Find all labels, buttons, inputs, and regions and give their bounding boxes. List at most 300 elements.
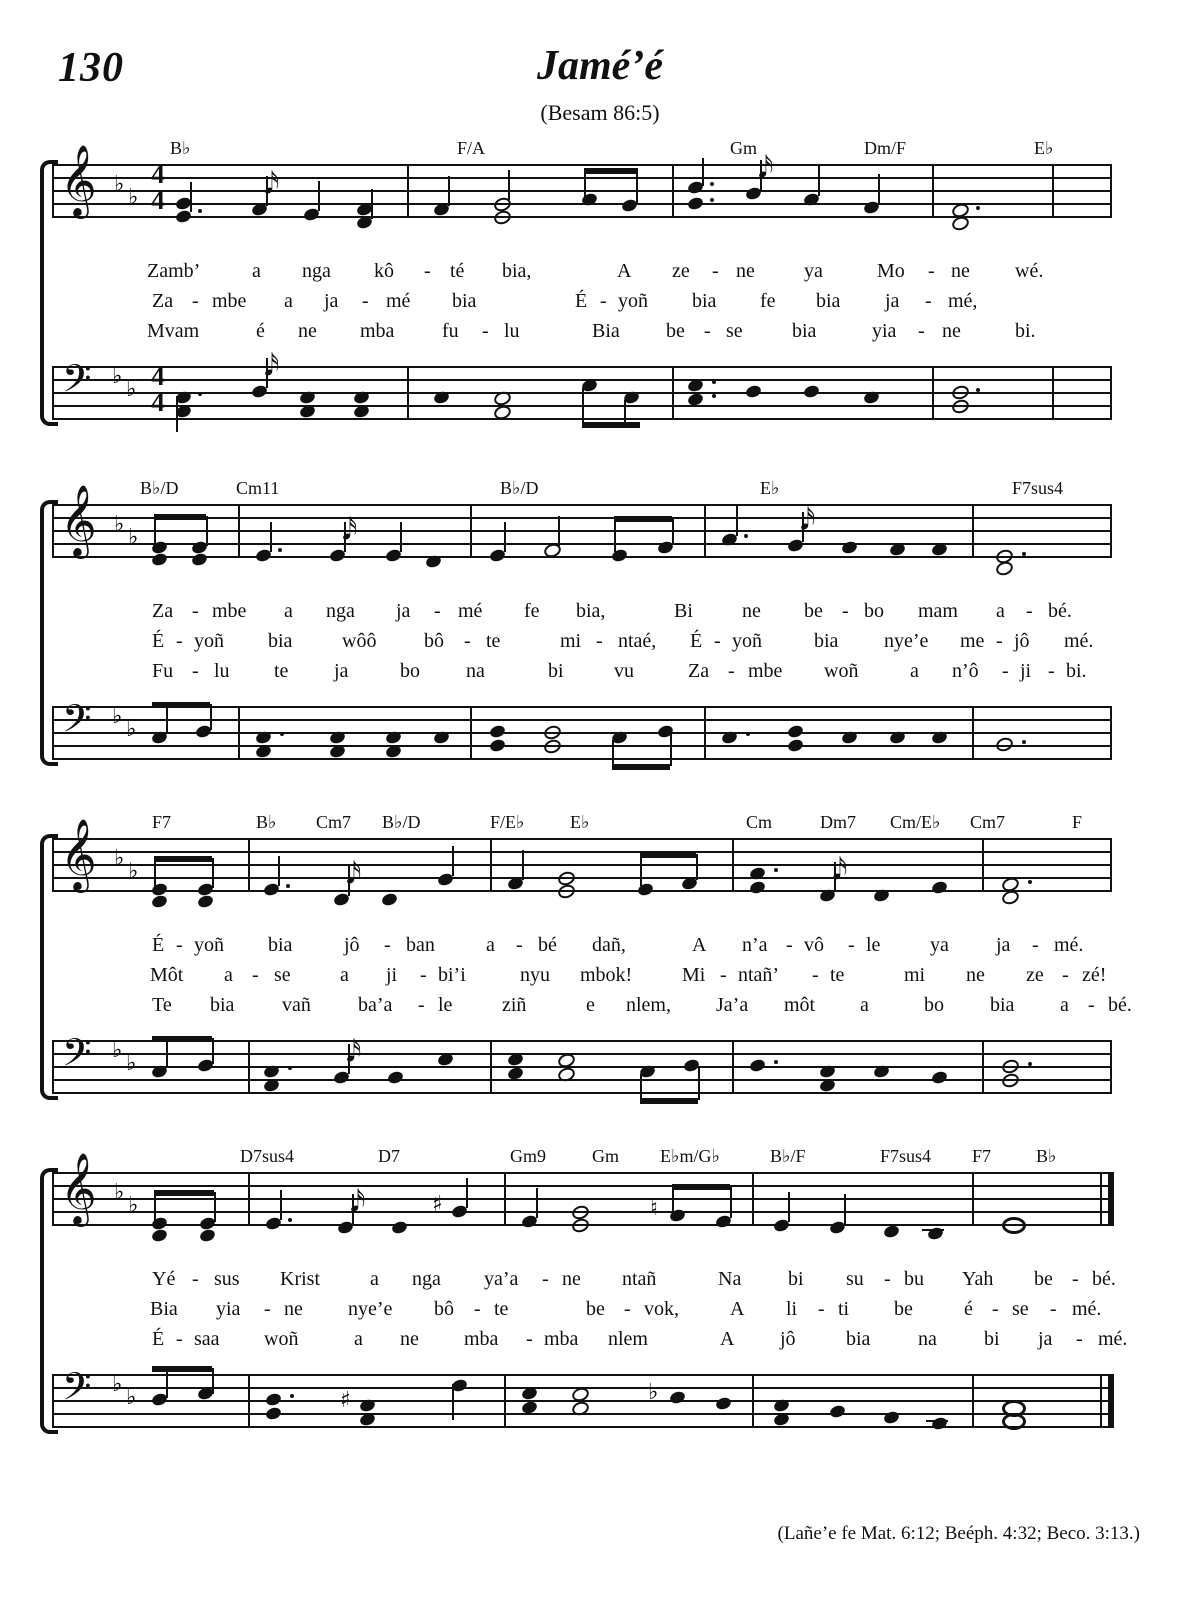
lyric-syllable: fe	[760, 290, 776, 312]
bass-clef-icon: 𝄢	[62, 1030, 92, 1084]
chord-symbol: Dm7	[820, 812, 856, 832]
chord-symbol: E♭	[1034, 138, 1054, 158]
lyric-syllable: Bia	[150, 1298, 178, 1320]
lyric-hyphen: -	[848, 934, 855, 956]
bass-clef-icon: 𝄢	[62, 1364, 92, 1418]
lyric-syllable: Yé	[152, 1268, 176, 1290]
treble-staff-1: 𝄞 ♭ ♭ 4 4 𝅘𝅥𝅯 𝅘𝅥𝅯	[52, 164, 1112, 220]
treble-clef-icon: 𝄞	[60, 143, 97, 216]
lyric-syllable: bia	[814, 630, 839, 652]
lyric-syllable: ji	[1020, 660, 1032, 682]
lyric-syllable: ja	[885, 290, 900, 312]
lyric-line-3	[52, 1328, 1142, 1354]
lyric-syllable: be	[1034, 1268, 1053, 1290]
lyric-syllable: ne	[284, 1298, 303, 1320]
lyric-syllable: ne	[951, 260, 970, 282]
lyric-syllable: bia	[792, 320, 817, 342]
lyric-syllable: nye’e	[348, 1298, 393, 1320]
lyric-syllable: mam	[918, 600, 958, 622]
lyric-syllable: nga	[326, 600, 355, 622]
lyric-hyphen: -	[1062, 964, 1069, 986]
lyric-syllable: nlem,	[626, 994, 671, 1016]
lyric-hyphen: -	[526, 1328, 533, 1350]
chord-symbol: F/A	[457, 138, 486, 158]
bass-staff-3: 𝄢 ♭ ♭ 𝅘𝅥𝅯	[52, 1040, 1112, 1096]
lyric-hyphen: -	[600, 290, 607, 312]
lyric-syllable: ne	[742, 600, 761, 622]
chord-symbol: F/E♭	[490, 812, 525, 832]
key-flat-icon: ♭	[128, 859, 139, 884]
lyric-syllable: A	[692, 934, 707, 956]
lyric-syllable: É	[575, 290, 588, 312]
lyric-line-1	[52, 934, 1142, 960]
lyric-syllable: mé.	[1064, 630, 1094, 652]
lyric-hyphen: -	[812, 964, 819, 986]
scripture-reference: (Lañe’e fe Mat. 6:12; Beéph. 4:32; Beco. 3:13.)	[777, 1523, 1140, 1544]
lyric-syllable: mé	[386, 290, 411, 312]
lyric-hyphen: -	[192, 290, 199, 312]
chord-symbol: B♭	[170, 138, 191, 158]
key-flat-icon: ♭	[114, 172, 125, 197]
lyric-line-1	[52, 1268, 1142, 1294]
lyric-hyphen: -	[192, 660, 199, 682]
lyric-syllable: mi	[904, 964, 926, 986]
lyric-syllable: A	[720, 1328, 735, 1350]
chord-symbol: B♭/D	[382, 812, 421, 832]
lyric-syllable: be	[894, 1298, 913, 1320]
lyric-hyphen: -	[516, 934, 523, 956]
lyric-syllable: ba’a	[358, 994, 393, 1016]
lyric-hyphen: -	[918, 320, 925, 342]
lyric-hyphen: -	[384, 934, 391, 956]
key-flat-icon: ♭	[112, 364, 123, 389]
lyric-hyphen: -	[424, 260, 431, 282]
natural-accidental-icon: ♮	[650, 1196, 658, 1221]
lyric-hyphen: -	[1032, 934, 1039, 956]
lyric-syllable: bia	[268, 630, 293, 652]
lyric-syllable: bi	[984, 1328, 1000, 1350]
lyric-hyphen: -	[176, 630, 183, 652]
lyric-syllable: Ja’a	[716, 994, 749, 1016]
treble-clef-icon: 𝄞	[60, 483, 97, 556]
lyric-hyphen: -	[192, 600, 199, 622]
key-flat-icon: ♭	[126, 1385, 137, 1410]
lyric-syllable: bia	[692, 290, 717, 312]
lyric-syllable: yoñ	[732, 630, 762, 652]
lyric-syllable: nga	[412, 1268, 441, 1290]
lyric-syllable: zé!	[1082, 964, 1107, 986]
chord-symbol: E♭	[760, 478, 780, 498]
lyric-syllable: bia	[816, 290, 841, 312]
lyric-hyphen: -	[176, 1328, 183, 1350]
lyric-syllable: É	[152, 934, 165, 956]
key-flat-icon: ♭	[112, 704, 123, 729]
lyric-hyphen: -	[704, 320, 711, 342]
lyric-syllable: É	[690, 630, 703, 652]
chord-symbol: B♭	[256, 812, 277, 832]
lyric-hyphen: -	[1048, 660, 1055, 682]
chord-symbol: F7	[152, 812, 172, 832]
key-flat-icon: ♭	[126, 377, 137, 402]
lyric-hyphen: -	[418, 994, 425, 1016]
chord-symbol: B♭/D	[500, 478, 539, 498]
lyric-hyphen: -	[720, 964, 727, 986]
lyric-hyphen: -	[252, 964, 259, 986]
lyric-syllable: be	[804, 600, 823, 622]
lyric-syllable: mba	[360, 320, 395, 342]
lyric-hyphen: -	[420, 964, 427, 986]
lyric-syllable: bé	[538, 934, 557, 956]
lyric-line-2	[52, 964, 1142, 990]
lyric-hyphen: -	[192, 1268, 199, 1290]
lyric-syllable: Mvam	[147, 320, 200, 342]
lyric-hyphen: -	[464, 630, 471, 652]
treble-staff-2: 𝄞 ♭ ♭ 𝅘𝅥𝅯 𝅘𝅥𝅯	[52, 504, 1112, 560]
chord-symbol: E♭	[570, 812, 590, 832]
lyric-syllable: é	[256, 320, 265, 342]
lyric-syllable: ban	[406, 934, 435, 956]
lyric-syllable: a	[486, 934, 495, 956]
lyric-syllable: Za	[152, 290, 174, 312]
key-flat-icon: ♭	[114, 846, 125, 871]
lyric-syllable: mbe	[748, 660, 783, 682]
lyric-syllable: bô	[424, 630, 444, 652]
lyric-syllable: mbe	[212, 600, 247, 622]
lyric-hyphen: -	[884, 1268, 891, 1290]
lyric-syllable: yoñ	[194, 630, 224, 652]
chord-symbol: E♭m/G♭	[660, 1146, 720, 1166]
chord-symbol: D7sus4	[240, 1146, 295, 1166]
lyric-hyphen: -	[434, 600, 441, 622]
lyric-line-2	[52, 1298, 1142, 1324]
lyric-syllable: yoñ	[618, 290, 648, 312]
lyric-syllable: jô	[780, 1328, 796, 1350]
chord-symbol: Gm	[730, 138, 757, 158]
lyric-syllable: fe	[524, 600, 540, 622]
lyric-syllable: nyu	[520, 964, 550, 986]
chord-symbol: F	[1072, 812, 1083, 832]
lyric-hyphen: -	[728, 660, 735, 682]
chord-symbol: Cm11	[236, 478, 280, 498]
lyric-syllable: Na	[718, 1268, 742, 1290]
lyric-syllable: bi	[788, 1268, 804, 1290]
lyric-syllable: mé.	[1054, 934, 1084, 956]
lyric-syllable: se	[1012, 1298, 1029, 1320]
bass-staff-2	[52, 696, 1112, 762]
bass-staff-4	[52, 1364, 1112, 1430]
lyric-syllable: A	[730, 1298, 745, 1320]
lyric-syllable: Za	[688, 660, 710, 682]
key-flat-icon: ♭	[112, 1372, 123, 1397]
lyric-syllable: fu	[442, 320, 459, 342]
lyric-line-3	[52, 320, 1142, 346]
lyric-hyphen: -	[176, 934, 183, 956]
key-flat-icon: ♭	[128, 185, 139, 210]
lyric-syllable: É	[152, 1328, 165, 1350]
lyric-syllable: nga	[302, 260, 331, 282]
lyric-syllable: a	[1060, 994, 1069, 1016]
lyric-syllable: ja	[334, 660, 349, 682]
lyric-hyphen: -	[1002, 660, 1009, 682]
lyric-syllable: a	[996, 600, 1005, 622]
lyric-line-1	[52, 600, 1142, 626]
lyric-hyphen: -	[928, 260, 935, 282]
lyric-syllable: ze	[672, 260, 690, 282]
lyric-syllable: saa	[194, 1328, 220, 1350]
lyric-hyphen: -	[1088, 994, 1095, 1016]
chord-symbol: F7	[972, 1146, 992, 1166]
chord-symbol: Cm7	[316, 812, 352, 832]
lyric-syllable: Za	[152, 600, 174, 622]
lyric-syllable: bi.	[1066, 660, 1087, 682]
lyric-hyphen: -	[786, 934, 793, 956]
key-flat-icon: ♭	[112, 1038, 123, 1063]
lyric-syllable: ntañ’	[738, 964, 780, 986]
lyric-hyphen: -	[1050, 1298, 1057, 1320]
lyric-hyphen: -	[624, 1298, 631, 1320]
lyric-syllable: bé.	[1048, 600, 1072, 622]
lyric-syllable: n’ô	[952, 660, 979, 682]
key-flat-icon: ♭	[114, 1180, 125, 1205]
lyric-hyphen: -	[1026, 600, 1033, 622]
hymn-number: 130	[58, 45, 124, 91]
lyric-line-2	[52, 630, 1142, 656]
lyric-syllable: yia	[216, 1298, 241, 1320]
chord-symbol: D7	[378, 1146, 400, 1166]
key-flat-icon: ♭	[128, 1193, 139, 1218]
lyric-syllable: ja	[396, 600, 411, 622]
lyric-syllable: ti	[838, 1298, 850, 1320]
treble-staff-4: 𝄞 ♭ ♭ 𝅘𝅥𝅯 ♯ ♮	[52, 1172, 1112, 1228]
lyric-syllable: Mo	[877, 260, 905, 282]
treble-clef-icon: 𝄞	[60, 817, 97, 890]
lyric-syllable: nlem	[608, 1328, 648, 1350]
lyric-syllable: bia	[990, 994, 1015, 1016]
time-signature-denominator: 4	[151, 185, 165, 215]
lyric-hyphen: -	[1076, 1328, 1083, 1350]
lyric-syllable: bia,	[502, 260, 532, 282]
lyric-syllable: bi	[548, 660, 564, 682]
flat-accidental-icon: ♭	[648, 1380, 659, 1405]
lyric-syllable: e	[586, 994, 595, 1016]
lyric-syllable: yia	[872, 320, 897, 342]
lyric-syllable: mbok!	[580, 964, 633, 986]
lyric-syllable: be	[666, 320, 685, 342]
lyric-hyphen: -	[1072, 1268, 1079, 1290]
lyric-syllable: vok,	[644, 1298, 679, 1320]
lyric-hyphen: -	[996, 630, 1003, 652]
lyric-syllable: a	[224, 964, 233, 986]
lyric-syllable: vañ	[282, 994, 311, 1016]
lyric-syllable: n’a	[742, 934, 768, 956]
lyric-syllable: bo	[864, 600, 884, 622]
lyric-syllable: bé.	[1108, 994, 1132, 1016]
lyric-syllable: bu	[904, 1268, 924, 1290]
lyric-syllable: ja	[1038, 1328, 1053, 1350]
lyric-syllable: ne	[942, 320, 961, 342]
lyric-syllable: bia	[268, 934, 293, 956]
lyric-line-2	[52, 290, 1142, 316]
lyric-syllable: Bia	[592, 320, 620, 342]
lyric-syllable: jô	[344, 934, 360, 956]
lyric-syllable: ntaé,	[618, 630, 657, 652]
lyric-hyphen: -	[925, 290, 932, 312]
lyric-syllable: se	[274, 964, 291, 986]
lyric-syllable: a	[910, 660, 919, 682]
lyric-hyphen: -	[842, 600, 849, 622]
lyric-syllable: yoñ	[194, 934, 224, 956]
lyric-syllable: a	[284, 290, 293, 312]
lyric-line-3	[52, 994, 1142, 1020]
lyric-syllable: te	[830, 964, 845, 986]
lyric-syllable: é	[964, 1298, 973, 1320]
lyric-syllable: woñ	[264, 1328, 299, 1350]
lyric-syllable: ne	[562, 1268, 581, 1290]
chord-symbol: F7sus4	[1012, 478, 1064, 498]
lyric-syllable: Yah	[962, 1268, 994, 1290]
lyric-syllable: a	[354, 1328, 363, 1350]
lyric-syllable: te	[494, 1298, 509, 1320]
lyric-syllable: ya	[930, 934, 949, 956]
lyric-syllable: Te	[152, 994, 172, 1016]
lyric-syllable: bia	[210, 994, 235, 1016]
treble-clef-icon: 𝄞	[60, 1151, 97, 1224]
lyric-syllable: ya’a	[484, 1268, 519, 1290]
chord-symbol: Gm9	[510, 1146, 546, 1166]
lyric-syllable: Mi	[682, 964, 706, 986]
lyric-syllable: mbe	[212, 290, 247, 312]
chord-symbol: Cm7	[970, 812, 1006, 832]
lyric-syllable: ja	[996, 934, 1011, 956]
bass-staff-1: 𝄢 ♭ ♭ 4 4 𝅘𝅥𝅯	[52, 366, 1112, 422]
lyric-syllable: me	[960, 630, 985, 652]
lyric-syllable: te	[486, 630, 501, 652]
lyric-syllable: Fu	[152, 660, 174, 682]
lyric-syllable: ntañ	[622, 1268, 657, 1290]
lyric-syllable: bi.	[1015, 320, 1036, 342]
lyric-hyphen: -	[482, 320, 489, 342]
lyric-syllable: be	[586, 1298, 605, 1320]
lyric-syllable: a	[860, 994, 869, 1016]
chord-symbol: Dm/F	[864, 138, 907, 158]
lyric-hyphen: -	[714, 630, 721, 652]
time-signature-numerator: 4	[151, 361, 165, 391]
lyric-hyphen: -	[818, 1298, 825, 1320]
chord-symbol: B♭/F	[770, 1146, 806, 1166]
time-signature-numerator: 4	[151, 159, 165, 189]
lyric-hyphen: -	[264, 1298, 271, 1320]
lyric-syllable: ne	[736, 260, 755, 282]
lyric-syllable: ja	[324, 290, 339, 312]
lyric-syllable: li	[786, 1298, 798, 1320]
lyric-syllable: mé,	[948, 290, 978, 312]
lyric-line-1	[52, 260, 1142, 286]
lyric-hyphen: -	[596, 630, 603, 652]
lyric-syllable: Zamb’	[147, 260, 201, 282]
lyric-syllable: ji	[386, 964, 398, 986]
key-flat-icon: ♭	[126, 1051, 137, 1076]
lyric-syllable: jô	[1014, 630, 1030, 652]
lyric-syllable: ne	[298, 320, 317, 342]
lyric-hyphen: -	[362, 290, 369, 312]
lyric-syllable: a	[340, 964, 349, 986]
lyric-syllable: a	[252, 260, 261, 282]
bass-clef-icon: 𝄢	[62, 356, 92, 410]
lyric-syllable: ne	[966, 964, 985, 986]
lyric-syllable: bô	[434, 1298, 454, 1320]
lyric-syllable: Krist	[280, 1268, 320, 1290]
key-flat-icon: ♭	[114, 512, 125, 537]
lyric-syllable: ne	[400, 1328, 419, 1350]
key-flat-icon: ♭	[126, 717, 137, 742]
lyric-syllable: mba	[464, 1328, 499, 1350]
lyric-syllable: bi’i	[438, 964, 466, 986]
page-subtitle: (Besam 86:5)	[540, 100, 660, 125]
chord-symbol: Cm/E♭	[890, 812, 941, 832]
lyric-syllable: mé.	[1098, 1328, 1128, 1350]
lyric-syllable: te	[274, 660, 289, 682]
lyric-syllable: Môt	[150, 964, 184, 986]
key-flat-icon: ♭	[128, 525, 139, 550]
lyric-syllable: nye’e	[884, 630, 929, 652]
sharp-accidental-icon: ♯	[432, 1192, 443, 1217]
lyric-syllable: A	[617, 260, 632, 282]
lyric-syllable: a	[370, 1268, 379, 1290]
lyric-syllable: Bi	[674, 600, 693, 622]
page-title: Jamé’é	[537, 43, 663, 89]
lyric-syllable: môt	[784, 994, 816, 1016]
lyric-syllable: mé.	[1072, 1298, 1102, 1320]
lyric-syllable: a	[284, 600, 293, 622]
lyric-syllable: mba	[544, 1328, 579, 1350]
chord-symbol: B♭	[1036, 1146, 1057, 1166]
chord-symbol: F7sus4	[880, 1146, 932, 1166]
lyric-syllable: sus	[214, 1268, 240, 1290]
lyric-syllable: bé.	[1092, 1268, 1116, 1290]
lyric-syllable: se	[726, 320, 743, 342]
lyric-syllable: mé	[458, 600, 483, 622]
lyric-syllable: bia	[452, 290, 477, 312]
lyric-syllable: na	[918, 1328, 937, 1350]
lyric-syllable: na	[466, 660, 485, 682]
lyric-syllable: ziñ	[502, 994, 527, 1016]
chord-symbol: Cm	[746, 812, 773, 832]
lyric-syllable: kô	[374, 260, 394, 282]
lyric-syllable: mi	[560, 630, 582, 652]
lyric-syllable: ya	[804, 260, 823, 282]
lyric-syllable: wôô	[342, 630, 377, 652]
lyric-syllable: bia	[846, 1328, 871, 1350]
lyric-syllable: le	[438, 994, 453, 1016]
lyric-syllable: vu	[614, 660, 634, 682]
sharp-accidental-icon: ♯	[340, 1388, 351, 1413]
lyric-syllable: su	[846, 1268, 864, 1290]
lyric-syllable: woñ	[824, 660, 859, 682]
lyric-hyphen: -	[712, 260, 719, 282]
lyric-line-3	[52, 660, 1142, 686]
lyric-syllable: bo	[924, 994, 944, 1016]
lyric-syllable: wé.	[1015, 260, 1044, 282]
lyric-syllable: bo	[400, 660, 420, 682]
lyric-syllable: É	[152, 630, 165, 652]
lyric-syllable: dañ,	[592, 934, 626, 956]
lyric-syllable: lu	[214, 660, 230, 682]
lyric-syllable: vô	[804, 934, 824, 956]
lyric-syllable: le	[866, 934, 881, 956]
lyric-hyphen: -	[542, 1268, 549, 1290]
chord-symbol: B♭/D	[140, 478, 179, 498]
lyric-syllable: té	[450, 260, 465, 282]
